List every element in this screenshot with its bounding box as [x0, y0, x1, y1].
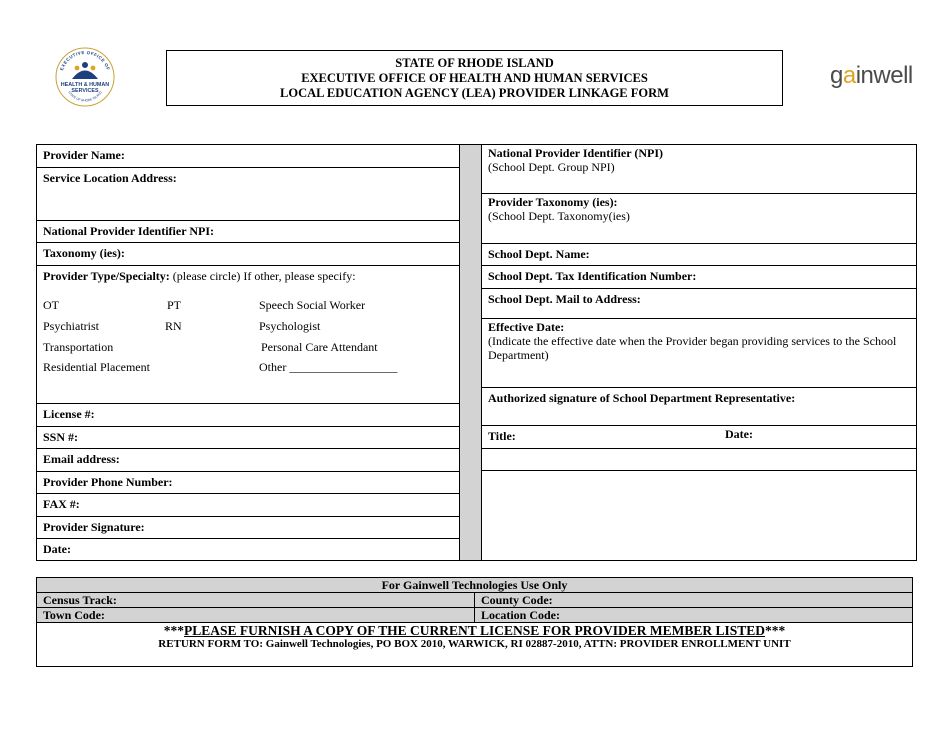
logo-arc-text: EXECUTIVE OFFICE OF — [59, 49, 111, 72]
eohhs-logo — [54, 46, 116, 108]
logo-text-line2: SERVICES — [71, 88, 99, 94]
school-name-field[interactable]: School Dept. Name: — [482, 244, 916, 266]
rep-date-field[interactable]: Date: — [725, 427, 753, 441]
logo-text-line1: HEALTH & HUMAN — [60, 82, 110, 88]
blank-row — [482, 449, 916, 471]
gainwell-logo: gainwell — [830, 62, 913, 89]
auth-signature-field[interactable]: Authorized signature of School Department Representative: — [482, 388, 916, 426]
rep-title-field[interactable]: Title: — [488, 429, 516, 443]
type-psychologist[interactable]: Psychologist — [259, 319, 321, 333]
license-field[interactable]: License #: — [37, 404, 459, 427]
type-personal-care-attendant[interactable]: Personal Care Attendant — [261, 340, 378, 354]
title-date-row — [482, 426, 916, 449]
school-tax-id-field[interactable]: School Dept. Tax Identification Number: — [482, 266, 916, 289]
location-code-field[interactable]: Location Code: — [481, 608, 560, 622]
title-line-state: STATE OF RHODE ISLAND — [395, 56, 554, 70]
type-ot[interactable]: OT — [43, 298, 59, 312]
school-mail-address-field[interactable]: School Dept. Mail to Address: — [482, 289, 916, 319]
effective-date-field[interactable]: Effective Date: (Indicate the effective date when the Provider began providing services to the School Department) — [482, 319, 916, 388]
provider-signature-field[interactable]: Provider Signature: — [37, 517, 459, 539]
office-use-table — [36, 577, 913, 667]
provider-type-section — [37, 266, 459, 404]
census-county-row — [37, 593, 912, 608]
provider-name-field[interactable]: Provider Name: — [37, 145, 459, 168]
type-other[interactable]: Other __________________ — [259, 360, 398, 374]
license-notice: ***PLEASE FURNISH A COPY OF THE CURRENT LICENSE FOR PROVIDER MEMBER LISTED*** — [163, 623, 786, 638]
type-transportation[interactable]: Transportation — [43, 340, 114, 354]
ssn-field[interactable]: SSN #: — [37, 427, 459, 449]
logo-bottom-text: STATE OF RHODE ISLAND — [67, 90, 103, 103]
provider-date-field[interactable]: Date: — [43, 542, 71, 556]
provider-type-instructions: (please circle) If other, please specify: — [169, 269, 356, 283]
type-speech-social-worker[interactable]: Speech Social Worker — [259, 298, 366, 312]
census-tract-field[interactable]: Census Track: — [43, 593, 117, 607]
service-location-field[interactable]: Service Location Address: — [37, 168, 459, 221]
column-gutter — [460, 144, 481, 561]
town-location-row — [37, 608, 912, 623]
office-use-heading: For Gainwell Technologies Use Only — [37, 578, 912, 593]
phone-field[interactable]: Provider Phone Number: — [37, 472, 459, 494]
type-rn[interactable]: RN — [165, 319, 182, 333]
school-taxonomy-field[interactable]: Provider Taxonomy (ies): (School Dept. Taxonomy(ies) — [482, 194, 916, 244]
type-pt[interactable]: PT — [167, 298, 182, 312]
title-line-office: EXECUTIVE OFFICE OF HEALTH AND HUMAN SERVICES — [301, 71, 648, 85]
taxonomy-field[interactable]: Taxonomy (ies): — [37, 243, 459, 266]
provider-type-label: Provider Type/Specialty: — [43, 269, 170, 283]
school-npi-field[interactable]: National Provider Identifier (NPI) (School Dept. Group NPI) — [482, 145, 916, 194]
type-residential-placement[interactable]: Residential Placement — [43, 360, 150, 374]
npi-field[interactable]: National Provider Identifier NPI: — [37, 221, 459, 243]
form-title-box — [166, 50, 783, 106]
school-dept-section — [481, 144, 917, 561]
email-field[interactable]: Email address: — [37, 449, 459, 472]
town-code-field[interactable]: Town Code: — [43, 608, 105, 622]
type-psychiatrist[interactable]: Psychiatrist — [43, 319, 99, 333]
fax-field[interactable]: FAX #: — [37, 494, 459, 517]
provider-info-section — [36, 144, 460, 561]
title-line-form: LOCAL EDUCATION AGENCY (LEA) PROVIDER LINKAGE FORM — [280, 86, 669, 100]
return-address: RETURN FORM TO: Gainwell Technologies, PO BOX 2010, WARWICK, RI 02887-2010, ATTN: PROVIDER ENROLLMENT UNIT — [158, 638, 791, 650]
county-code-field[interactable]: County Code: — [481, 593, 553, 607]
